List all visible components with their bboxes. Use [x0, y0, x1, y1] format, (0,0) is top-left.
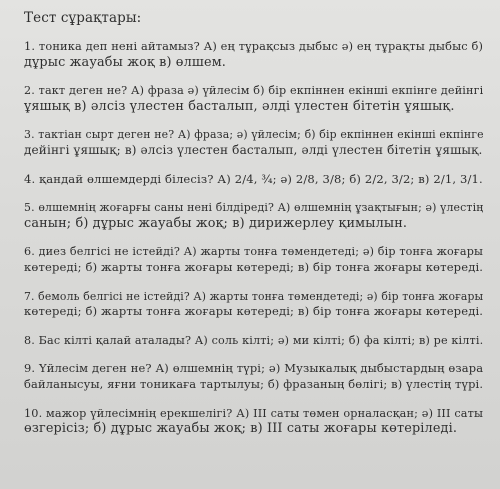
- question-10: [24, 406, 482, 437]
- question-line: өзгерісіз; б) дұрыс жауабы жоқ; в) III саты жоғары көтеріледі.: [24, 421, 458, 437]
- document-title: Тест сұрақтары:: [24, 10, 142, 26]
- question-5: [24, 200, 482, 231]
- question-7: [24, 289, 482, 320]
- question-9: [24, 361, 482, 392]
- question-line: көтереді; б) жарты тонға жоғары көтереді; в) бір тонға жоғары көтереді.: [24, 259, 484, 274]
- question-line: көтереді; б) жарты тонға жоғары көтереді; в) бір тонға жоғары көтереді.: [24, 304, 484, 319]
- question-line: 3. тактіан сырт деген не? А) фраза; ә) үйлесім; б) бір екпіннен екінші екпінге: [24, 128, 484, 142]
- question-8: [24, 333, 482, 349]
- question-line: ұяшық в) әлсіз үлестен басталып, әлді үлестен бітетін ұяшық.: [24, 98, 455, 114]
- question-2: [24, 83, 482, 114]
- question-line: 8. Бас кілті қалай аталады? А) соль кілті; ә) ми кілті; б) фа кілті; в) ре кілті.: [24, 333, 484, 347]
- question-line: 2. такт деген не? А) фраза ә) үйлесім б) бір екпіннен екінші екпінге дейінгі: [24, 84, 484, 98]
- question-line: 4. қандай өлшемдерді білесіз? А) 2/4, ¾; ә) 2/8, 3/8; б) 2/2, 3/2; в) 2/1, 3/1.: [24, 171, 483, 186]
- question-line: 6. диез белгісі не істейді? А) жарты тонға төмендетеді; ә) бір тонға жоғары: [24, 245, 484, 259]
- question-4: [24, 172, 482, 188]
- question-3: [24, 127, 482, 158]
- question-line: санын; б) дұрыс жауабы жоқ; в) дирижерлеу қимылын.: [24, 215, 408, 231]
- question-line: 1. тоника деп нені айтамыз? А) ең тұрақсыз дыбыс ә) ең тұрақты дыбыс б): [24, 39, 484, 53]
- question-line: 5. өлшемнің жоғарғы саны нені білдіреді? А) өлшемнің ұзақтығын; ә) үлестің: [24, 201, 484, 215]
- question-1: [24, 39, 482, 70]
- question-line: дейінгі ұяшық; в) әлсіз үлестен басталып, әлді үлестен бітетін ұяшық.: [24, 142, 483, 157]
- question-6: [24, 244, 482, 275]
- question-line: 9. Үйлесім деген не? А) өлшемнің түрі; ә) Музыкалық дыбыстардың өзара: [24, 361, 484, 376]
- question-line: 7. бемоль белгісі не істейді? А) жарты тонға төмендетеді; ә) бір тонға жоғары: [24, 289, 484, 303]
- question-line: 10. мажор үйлесімнің ерекшелігі? А) III саты төмен орналасқан; ә) III саты: [24, 406, 484, 420]
- question-line: байланысуы, яғни тоникаға тартылуы; б) фразаның бөлігі; в) үлестің түрі.: [24, 376, 484, 391]
- question-line: дұрыс жауабы жоқ в) өлшем.: [24, 54, 227, 70]
